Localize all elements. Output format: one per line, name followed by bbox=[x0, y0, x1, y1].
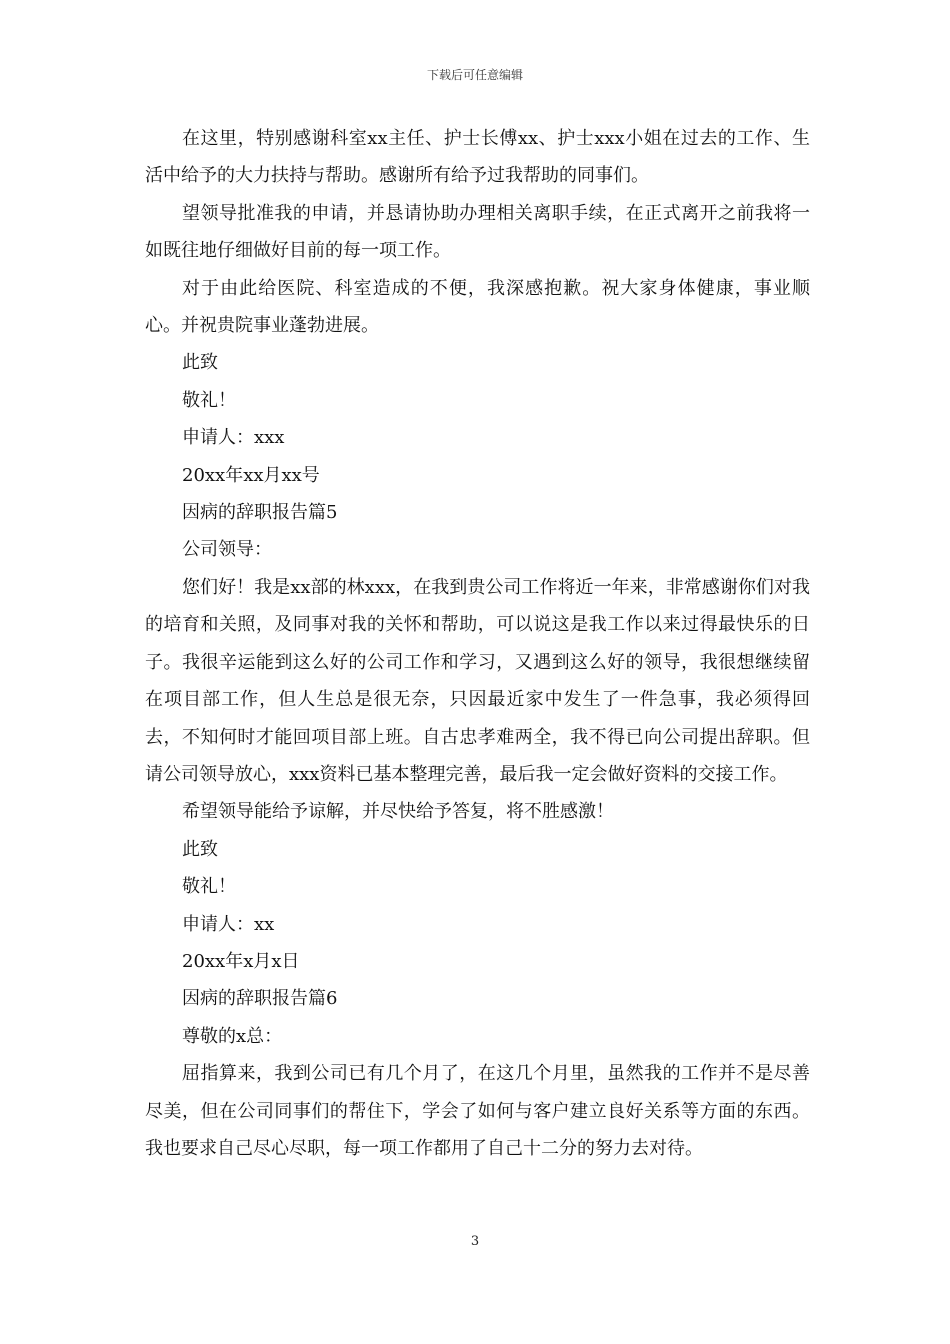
paragraph-apology: 对于由此给医院、科室造成的不便，我深感抱歉。祝大家身体健康，事业顺心。并祝贵院事业蓬勃进展。 bbox=[145, 277, 810, 337]
date-line: 20xx年x月x日 bbox=[182, 950, 300, 972]
page-header: 下载后可任意编辑 bbox=[426, 68, 523, 82]
page-number: 3 bbox=[470, 1234, 480, 1249]
paragraph-request: 望领导批准我的申请，并恳请协助办理相关离职手续，在正式离开之前我将一如既往地仔细做好目前的每一项工作。 bbox=[145, 202, 810, 262]
closing-regards: 敬礼！ bbox=[182, 876, 236, 898]
addressee-line: 尊敬的x总： bbox=[182, 1025, 283, 1047]
applicant-line: 申请人：xxx bbox=[182, 427, 285, 449]
closing-salutation: 此致 bbox=[182, 352, 218, 374]
closing-regards: 敬礼！ bbox=[182, 389, 236, 411]
paragraph-body-5: 您们好！我是xx部的林xxx，在我到贵公司工作将近一年来，非常感谢你们对我的培育和关照，及同事对我的关怀和帮助，可以说这是我工作以来过得最快乐的日子。我很辛运能到这么好的公司工作和学习，又遇到这么好的领导，我很想继续留在项目部工作，但人生总是很无奈，只因最近家中发生了一件急事，我必须得回去，不知何时才能回项目部上班。自古忠孝难两全，我不得已向公司提出辞职。但请公司领导放心，xxx资料已基本整理完善，最后我一定会做好资料的交接工作。 bbox=[145, 576, 810, 785]
section-title-6: 因病的辞职报告篇6 bbox=[182, 988, 338, 1010]
paragraph-body-6: 屈指算来，我到公司已有几个月了，在这几个月里，虽然我的工作并不是尽善尽美，但在公司同事们的帮住下，学会了如何与客户建立良好关系等方面的东西。我也要求自己尽心尽职，每一项工作都用了自己十二分的努力去对待。 bbox=[145, 1063, 810, 1159]
document-body bbox=[145, 120, 810, 1167]
date-line: 20xx年xx月xx号 bbox=[182, 464, 320, 486]
applicant-line: 申请人：xx bbox=[182, 913, 275, 935]
paragraph-thanks: 在这里，特别感谢科室xx主任、护士长傅xx、护士xxx小姐在过去的工作、生活中给予的大力扶持与帮助。感谢所有给予过我帮助的同事们。 bbox=[145, 128, 810, 187]
addressee-line: 公司领导： bbox=[182, 539, 272, 561]
paragraph-hope: 希望领导能给予谅解，并尽快给予答复，将不胜感激！ bbox=[182, 801, 614, 823]
closing-salutation: 此致 bbox=[182, 838, 218, 860]
section-title-5: 因病的辞职报告篇5 bbox=[182, 502, 338, 524]
